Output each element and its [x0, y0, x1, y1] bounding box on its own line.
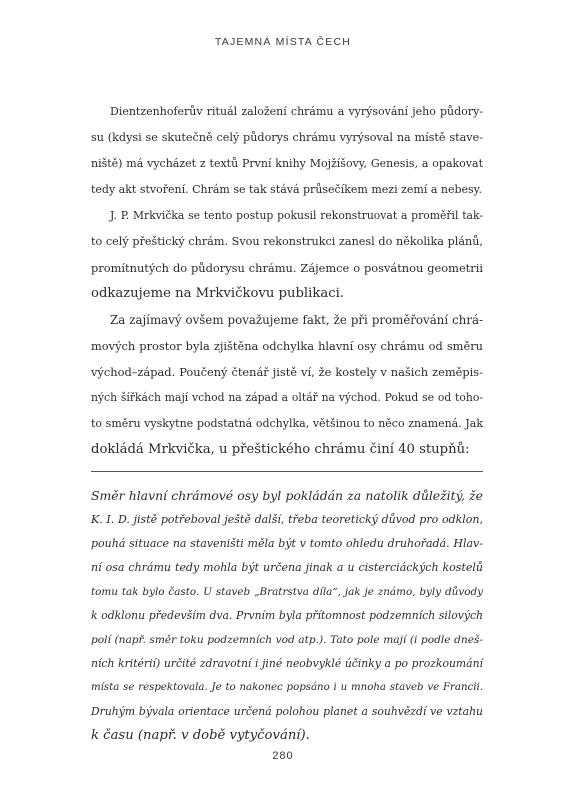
quote-line: ních kritérií) určité zdravotní i jiné neobvyklé účinky a po prozkoumání — [91, 657, 483, 670]
body-line: ných šířkách mají vchod na západ a oltář na východ. Pokud se od toho- — [91, 391, 483, 404]
body-line: dokládá Mrkvička, u přeštického chrámu činí 40 stupňů: — [91, 442, 470, 457]
body-line: niště) má vycházet z textů První knihy Mojžíšovy, Genesis, a opakovat — [91, 157, 483, 170]
body-line: východ–západ. Poučený čtenář jistě ví, že kostely v našich zeměpis- — [91, 365, 483, 379]
body-line: tedy akt stvoření. Chrám se tak stává průsečíkem mezi zemí a nebesy. — [91, 183, 482, 196]
quote-line: pouhá situace na staveništi měla být v tomto ohledu druhořadá. Hlav- — [91, 537, 483, 550]
quote-line: tomu tak bylo často. U staveb „Bratrstva díla“, jak je známo, byly důvody — [91, 586, 483, 598]
body-line: Za zajímavý ovšem považujeme fakt, že při proměřování chrá- — [110, 313, 483, 327]
page-number: 280 — [272, 750, 294, 762]
quote-line: ní osa chrámu tedy mohla být určena jinak a u cisterciáckých kostelů — [91, 561, 483, 574]
quote-line: místa se respektovala. Je to nakonec popsáno i u mnoha staveb ve Francii. — [91, 682, 483, 693]
running-head-title: TAJEMNÁ MÍSTA ČECH — [214, 36, 352, 48]
body-line: Dientzenhoferův rituál založení chrámu a vyrýsování jeho půdory- — [110, 105, 483, 118]
quote-line: Druhým bývala orientace určená polohou planet a souhvězdí ve vztahu — [91, 705, 483, 718]
quote-line: polí (např. směr toku podzemních vod atp.). Tato pole mají (i podle dneš- — [91, 634, 483, 646]
body-line: mových prostor byla zjištěna odchylka hlavní osy chrámu od směru — [91, 339, 483, 353]
quote-line: k odklonu především dva. Prvním byla přítomnost podzemních silových — [91, 609, 483, 622]
body-line: su (kdysi se skutečně celý půdorys chrámu vyrýsoval na místě stave- — [91, 131, 483, 144]
body-line: to celý přeštický chrám. Svou rekonstrukci zanesl do několika plánů, — [91, 235, 483, 248]
quote-line: K. I. D. jistě potřeboval ještě další, třeba teoretický důvod pro odklon, — [91, 513, 483, 526]
quote-line: Směr hlavní chrámové osy byl pokládán za natolik důležitý, že — [91, 488, 483, 503]
quote-divider — [91, 471, 483, 472]
body-line: odkazujeme na Mrkvičkovu publikaci. — [91, 286, 344, 301]
quote-line: k času (např. v době vytyčování). — [91, 728, 310, 743]
body-line: promítnutých do půdorysu chrámu. Zájemce o posvátnou geometrii — [91, 261, 483, 275]
body-line: to směru vyskytne podstatná odchylka, většinou to něco znamená. Jak — [91, 417, 483, 430]
body-line: J. P. Mrkvička se tento postup pokusil rekonstruovat a proměřil tak- — [110, 209, 483, 222]
